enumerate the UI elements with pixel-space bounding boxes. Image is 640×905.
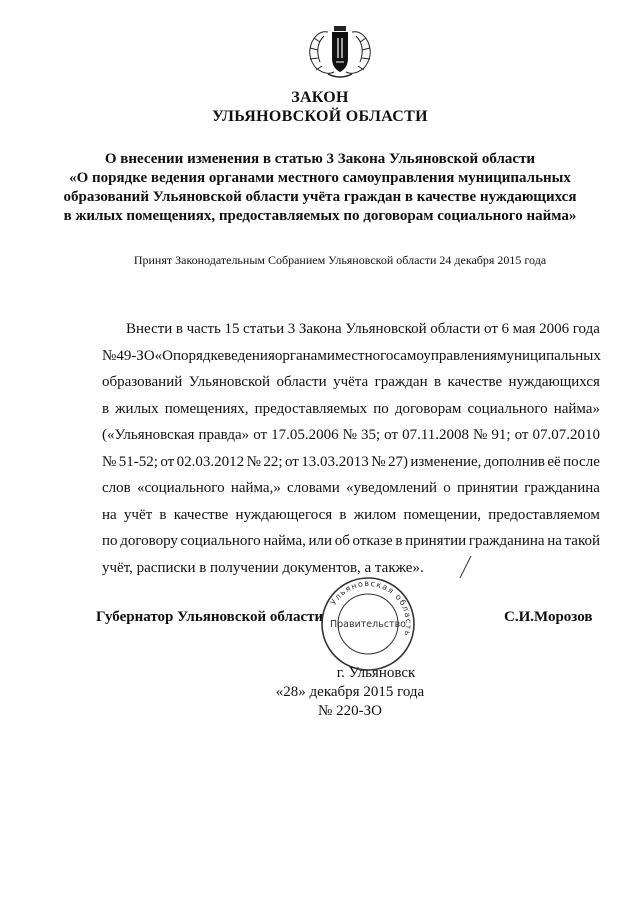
law-body	[102, 316, 600, 581]
signature-name: С.И.Морозов	[504, 609, 593, 625]
pen-mark	[455, 554, 475, 580]
body-line: образований Ульяновской области учёта граждан в качестве нуждающихся	[102, 374, 600, 390]
body-line: на учёт в качестве нуждающегося в жилом помещении, предоставляемом	[102, 506, 600, 523]
adopted-note: Принят Законодательным Собранием Ульяновской области 24 декабря 2015 года	[133, 253, 547, 267]
stamp-center-text: Правительство	[330, 619, 406, 630]
place-and-date	[250, 664, 450, 721]
signature-position: Губернатор Ульяновской области	[96, 609, 324, 625]
body-line: слов «социального найма,» словами «уведомлений о принятии гражданина	[102, 480, 600, 496]
body-line: в жилых помещениях, предоставляемых по договорам социального найма»	[102, 400, 600, 417]
body-line: Внести в часть 15 статьи 3 Закона Ульяновской области от 6 мая 2006 года	[126, 321, 600, 337]
law-subtitle	[40, 150, 600, 226]
coat-of-arms-emblem	[298, 22, 382, 82]
city: г. Ульяновск	[336, 665, 416, 681]
subtitle-line2: «О порядке ведения органами местного самоуправления муниципальных	[69, 170, 571, 186]
subtitle-line4: в жилых помещениях, предоставляемых по договорам социального найма»	[63, 208, 577, 224]
stamp-ring-text: Ульяновская область	[328, 578, 414, 638]
subtitle-line1: О внесении изменения в статью 3 Закона Ульяновской области	[104, 151, 536, 167]
subtitle-line3: образований Ульяновской области учёта граждан в качестве нуждающихся	[63, 189, 577, 205]
law-number: № 220-ЗО	[318, 703, 382, 719]
body-line: («Ульяновская правда» от 17.05.2006 № 35; от 07.11.2008 № 91; от 07.07.2010	[102, 427, 600, 443]
body-line: № 49-ЗО «О порядке ведения органами местного самоуправления муниципальных	[102, 347, 601, 364]
official-stamp	[318, 574, 418, 674]
law-title-line1: ЗАКОН	[291, 89, 349, 106]
law-title	[0, 88, 640, 126]
sign-date: «28» декабря 2015 года	[275, 684, 425, 700]
body-line: учёт, расписки в получении документов, а также».	[102, 559, 424, 576]
body-line: № 51-52; от 02.03.2012 № 22; от 13.03.2013 № 27) изменение, дополнив её после	[102, 453, 600, 470]
body-line: по договору социального найма, или об отказе в принятии гражданина на такой	[102, 533, 600, 549]
law-title-line2: УЛЬЯНОВСКОЙ ОБЛАСТИ	[212, 108, 428, 125]
